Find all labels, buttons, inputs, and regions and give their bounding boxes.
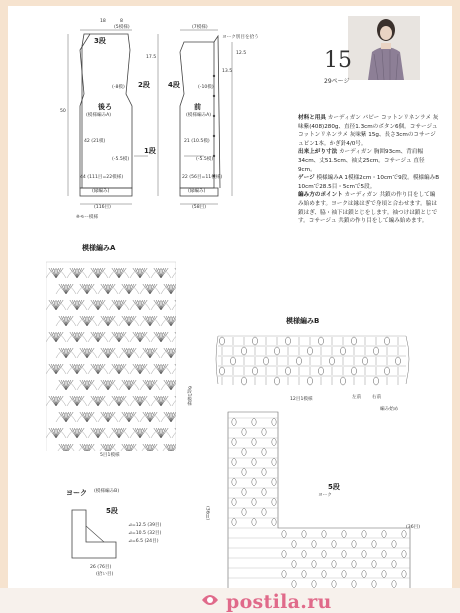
- yoke-chart-puff-mark: [352, 581, 356, 588]
- stitch-fan-mark: [151, 332, 171, 342]
- stitch-fan-mark: [88, 364, 108, 374]
- chart-b-puff-mark: [374, 347, 379, 355]
- yoke-bottom-sub: (拾い目): [96, 572, 114, 577]
- stitch-fan-mark: [67, 428, 87, 438]
- front-width-13: 13.5: [222, 69, 233, 74]
- yoke-chart-puff-mark: [342, 571, 346, 578]
- chart-b-puff-mark: [220, 337, 225, 345]
- stitch-fan-mark: [151, 300, 171, 310]
- chart-b-puff-mark: [363, 357, 368, 365]
- stitch-fan-mark: [172, 332, 176, 342]
- yoke-line-3: ⊿=6.5 (24目): [128, 539, 159, 544]
- front-hem-outer: (58目): [192, 205, 207, 210]
- yoke-chart-subtitle: ヨーク: [318, 493, 332, 498]
- yoke-chart-puff-mark: [272, 519, 276, 526]
- yoke-chart-puff-mark: [232, 519, 236, 526]
- yoke-chart-puff-mark: [252, 439, 256, 446]
- stitch-fan-mark: [46, 332, 66, 342]
- yoke-chart-puff-mark: [322, 551, 326, 558]
- chart-b-start: 編み始め: [380, 407, 399, 412]
- stitch-fan-mark: [77, 444, 97, 451]
- yoke-chart-puff-mark: [392, 541, 396, 548]
- yoke-chart-puff-mark: [272, 419, 276, 426]
- chart-b-puff-mark: [352, 337, 357, 345]
- yoke-chart-puff-mark: [342, 551, 346, 558]
- back-hem-width: 44 (111目=22模様): [80, 175, 124, 180]
- stitch-fan-mark: [140, 316, 160, 326]
- chart-b-puff-mark: [275, 377, 280, 385]
- yoke-chart-puff-mark: [242, 509, 246, 516]
- stitch-fan-mark: [130, 268, 150, 278]
- chart-b-puff-mark: [242, 347, 247, 355]
- yoke-chart-puff-mark: [272, 459, 276, 466]
- yoke-chart-diagram: [214, 408, 414, 594]
- back-top-rows: 3段: [94, 37, 106, 45]
- stitch-fan-mark: [109, 428, 129, 438]
- model-photo: [348, 16, 420, 80]
- front-row-note: (-10模): [198, 85, 214, 90]
- front-hem-sub: (縁編み): [188, 189, 206, 194]
- yoke-chart-puff-mark: [402, 551, 406, 558]
- yoke-chart-puff-mark: [312, 541, 316, 548]
- stitch-fan-mark: [109, 300, 129, 310]
- chart-b-repeat-bottom: 12目1模様: [290, 397, 313, 402]
- stitch-fan-mark: [140, 444, 160, 451]
- yoke-bottom: 26 (76目): [90, 565, 112, 570]
- yoke-line-1: ⊿=12.5 (39目): [128, 523, 162, 528]
- chart-b-title: 模様編みB: [286, 317, 320, 325]
- stitch-fan-mark: [46, 428, 66, 438]
- stitch-fan-mark: [151, 364, 171, 374]
- back-width-42: 42 (21模): [84, 139, 106, 144]
- yoke-chart-puff-mark: [262, 509, 266, 516]
- yoke-chart-puff-mark: [312, 561, 316, 568]
- points-heading: 編み方のポイント: [298, 192, 343, 199]
- stitch-fan-mark: [88, 300, 108, 310]
- yoke-chart-puff-mark: [312, 581, 316, 588]
- stitch-fan-mark: [161, 316, 176, 326]
- chart-b-puff-mark: [220, 367, 225, 375]
- yoke-chart-puff-mark: [232, 419, 236, 426]
- chart-b-puff-mark: [231, 357, 236, 365]
- yoke-chart-puff-mark: [372, 541, 376, 548]
- chart-b-puff-mark: [341, 347, 346, 355]
- stitch-fan-mark: [46, 364, 66, 374]
- back-hem-rows: 1段: [144, 147, 156, 155]
- stitch-fan-mark: [140, 348, 160, 358]
- yoke-chart-puff-mark: [282, 531, 286, 538]
- yoke-chart-puff-mark: [252, 499, 256, 506]
- stitch-fan-mark: [119, 284, 139, 294]
- stitch-fan-mark: [119, 380, 139, 390]
- yoke-chart-puff-mark: [342, 531, 346, 538]
- yoke-chart-puff-mark: [382, 551, 386, 558]
- stitch-fan-mark: [98, 412, 118, 422]
- yoke-chart-puff-mark: [292, 541, 296, 548]
- stitch-fan-mark: [98, 348, 118, 358]
- stitch-fan-mark: [98, 316, 118, 326]
- yoke-chart-puff-mark: [272, 439, 276, 446]
- stitch-fan-mark: [77, 412, 97, 422]
- size-text: カーディガン 胸囲93cm、背肩幅34cm、丈51.5cm、袖丈25cm。コサージュ 直径9cm。: [298, 149, 425, 173]
- yoke-chart-puff-mark: [232, 459, 236, 466]
- stitch-fan-mark: [130, 332, 150, 342]
- back-measure-top3: (5模様): [114, 25, 130, 30]
- yoke-chart-puff-mark: [372, 561, 376, 568]
- stitch-fan-mark: [130, 364, 150, 374]
- stitch-fan-mark: [77, 316, 97, 326]
- stitch-fan-mark: [161, 284, 176, 294]
- chart-b-puff-mark: [286, 337, 291, 345]
- stitch-fan-mark: [140, 412, 160, 422]
- back-measure-top2: 8: [120, 19, 123, 24]
- yoke-chart-puff-mark: [302, 551, 306, 558]
- stitch-fan-mark: [109, 364, 129, 374]
- yoke-chart-puff-mark: [382, 571, 386, 578]
- stitch-fan-mark: [56, 444, 76, 451]
- chart-b-puff-mark: [308, 377, 313, 385]
- front-yoke-note: ヨーク別目を拾う: [222, 35, 259, 40]
- chart-b-puff-mark: [341, 377, 346, 385]
- stitch-fan-mark: [88, 396, 108, 406]
- chart-b-puff-mark: [264, 357, 269, 365]
- stitch-fan-mark: [161, 380, 176, 390]
- stitch-fan-mark: [172, 300, 176, 310]
- chart-b-puff-mark: [330, 357, 335, 365]
- yoke-chart-puff-mark: [252, 479, 256, 486]
- back-piece-sub: (模様編みA): [86, 113, 112, 118]
- yoke-title: ヨーク: [66, 489, 87, 497]
- back-height: 50: [60, 109, 66, 114]
- page-reference: 29ページ: [324, 78, 350, 85]
- chart-b-puff-mark: [253, 367, 258, 375]
- back-hem-outer: (116目): [94, 205, 111, 210]
- stitch-fan-mark: [151, 268, 171, 278]
- yoke-chart-puff-mark: [282, 571, 286, 578]
- stitch-fan-mark: [109, 396, 129, 406]
- yoke-chart-puff-mark: [332, 581, 336, 588]
- chart-b-puff-mark: [385, 367, 390, 375]
- materials-heading: 材料と用具: [298, 115, 326, 121]
- front-side-rows: 4段: [168, 81, 180, 89]
- chart-b-edge-right: [406, 336, 409, 384]
- stitch-fan-mark: [46, 396, 66, 406]
- stitch-fan-mark: [119, 316, 139, 326]
- yoke-chart-puff-mark: [362, 571, 366, 578]
- yoke-chart-puff-mark: [382, 531, 386, 538]
- back-sub-note: (-5.5模): [112, 157, 130, 162]
- stitch-fan-mark: [161, 412, 176, 422]
- stitch-fan-mark: [88, 428, 108, 438]
- chart-a-diagram: [46, 256, 176, 451]
- postila-logo-icon: [200, 592, 220, 610]
- yoke-chart-puff-mark: [272, 499, 276, 506]
- yoke-chart-puff-mark: [252, 519, 256, 526]
- yoke-chart-puff-mark: [262, 469, 266, 476]
- chart-a-repeat: 6段1模様: [186, 386, 192, 406]
- yoke-chart-puff-mark: [402, 571, 406, 578]
- stitch-fan-mark: [98, 380, 118, 390]
- front-measure-top: (7模様): [192, 25, 208, 30]
- yoke-chart-puff-mark: [352, 541, 356, 548]
- yoke-chart-puff-mark: [332, 561, 336, 568]
- yoke-chart-puff-mark: [352, 561, 356, 568]
- chart-b-puff-mark: [319, 337, 324, 345]
- stitch-fan-mark: [46, 268, 66, 278]
- yoke-chart-puff-mark: [292, 581, 296, 588]
- yoke-title-sub: (模様編みB): [94, 489, 120, 494]
- stitch-fan-mark: [56, 412, 76, 422]
- stitch-fan-mark: [77, 284, 97, 294]
- chart-b-puff-mark: [297, 357, 302, 365]
- yoke-chart-puff-mark: [232, 439, 236, 446]
- chart-b-edge-left: [216, 336, 218, 384]
- yoke-chart-puff-mark: [302, 531, 306, 538]
- stitch-fan-mark: [130, 396, 150, 406]
- chart-b-puff-mark: [242, 377, 247, 385]
- stitch-fan-mark: [161, 348, 176, 358]
- yoke-chart-puff-mark: [242, 429, 246, 436]
- stitch-fan-mark: [172, 396, 176, 406]
- gauge-heading: ゲージ: [298, 175, 315, 182]
- yoke-chart-puff-mark: [252, 419, 256, 426]
- yoke-chart-left: (36目): [204, 506, 210, 521]
- yoke-chart-puff-mark: [372, 581, 376, 588]
- stitch-fan-mark: [56, 380, 76, 390]
- stitch-fan-mark: [130, 428, 150, 438]
- chart-b-puff-mark: [286, 367, 291, 375]
- yoke-chart-side: (36目): [406, 525, 421, 530]
- yoke-line-2: ⊿=10.5 (32目): [128, 531, 162, 536]
- chart-b-puff-mark: [352, 367, 357, 375]
- yoke-chart-puff-mark: [402, 531, 406, 538]
- yoke-chart-puff-mark: [262, 429, 266, 436]
- stitch-fan-mark: [77, 348, 97, 358]
- yoke-chart-puff-mark: [332, 541, 336, 548]
- stitch-fan-mark: [140, 284, 160, 294]
- stitch-fan-mark: [67, 332, 87, 342]
- front-piece-sub: (模様編みA): [186, 113, 212, 118]
- pattern-page: [8, 6, 452, 602]
- stitch-fan-mark: [151, 396, 171, 406]
- front-width-21: 21 (10.5模): [184, 139, 210, 144]
- chart-b-right-label: 右前: [372, 395, 382, 400]
- stitch-fan-mark: [67, 300, 87, 310]
- yoke-chart-puff-mark: [362, 531, 366, 538]
- stitch-fan-mark: [88, 332, 108, 342]
- chart-b-puff-mark: [319, 367, 324, 375]
- stitch-fan-mark: [67, 396, 87, 406]
- stitch-fan-mark: [56, 348, 76, 358]
- yoke-chart-puff-mark: [322, 531, 326, 538]
- back-side-rows: 2段: [138, 81, 150, 89]
- chart-b-puff-mark: [253, 337, 258, 345]
- stitch-fan-mark: [119, 348, 139, 358]
- stitch-fan-mark: [172, 428, 176, 438]
- yoke-chart-puff-mark: [302, 571, 306, 578]
- chart-b-puff-mark: [308, 347, 313, 355]
- yoke-chart-puff-mark: [232, 479, 236, 486]
- stitch-fan-mark: [67, 268, 87, 278]
- chart-b-puff-mark: [385, 337, 390, 345]
- materials-text: カーディガン パピー コットンリネンラメ 灰味紫(408)280g、直径1.3cmのボタン6個。コサージュ コットンリネンラメ 灰味紫 15g、長さ3cmのコサージュピン1本。かぎ針4/0号。: [298, 115, 439, 147]
- yoke-chart-puff-mark: [232, 499, 236, 506]
- yoke-chart-puff-mark: [282, 551, 286, 558]
- yoke-chart-puff-mark: [262, 449, 266, 456]
- back-12: 12.5: [236, 51, 247, 56]
- chart-b-left-label: 左前: [352, 395, 362, 400]
- stitch-fan-mark: [119, 444, 139, 451]
- yoke-chart-puff-mark: [242, 469, 246, 476]
- yoke-chart-puff-mark: [262, 489, 266, 496]
- stitch-fan-mark: [172, 268, 176, 278]
- chart-b-puff-mark: [374, 377, 379, 385]
- yoke-chart-puff-mark: [272, 479, 276, 486]
- pattern-number: 15: [324, 48, 352, 73]
- stitch-fan-mark: [98, 444, 118, 451]
- yoke-chart-puff-mark: [362, 551, 366, 558]
- stitch-fan-mark: [56, 284, 76, 294]
- yoke-chart-puff-mark: [242, 489, 246, 496]
- back-row-note: (-8模): [112, 85, 125, 90]
- back-17: 17.5: [146, 55, 157, 60]
- stitch-fan-mark: [130, 300, 150, 310]
- stitch-fan-mark: [109, 332, 129, 342]
- model-silhouette-icon: [348, 16, 420, 80]
- gauge-text: 模様編みA 1模様2cm・10cmで9段。模様編みB 10cmで28.5目・5cmで5段。: [298, 175, 440, 190]
- stitch-fan-mark: [67, 364, 87, 374]
- yoke-chart-puff-mark: [252, 459, 256, 466]
- chart-a-title: 模様編みA: [82, 244, 116, 252]
- yoke-chart-puff-mark: [392, 561, 396, 568]
- yoke-chart-puff-mark: [322, 571, 326, 578]
- back-hem-sub: (縁編み): [92, 189, 110, 194]
- stitch-fan-mark: [161, 444, 176, 451]
- points-text: カーディガン 共鎖の作り目をして編み始めます。ヨークは縁はぎで身頃と合わせます。脇は鎖はぎ、脇・袖下は鎖とじをします。袖つけは鎖とじです。コサージュ 共鎖の作り目をして編み始めます。: [298, 192, 438, 225]
- yoke-chart-puff-mark: [242, 449, 246, 456]
- front-piece-label: 前: [194, 103, 201, 111]
- stitch-fan-mark: [46, 300, 66, 310]
- yoke-chart-puff-mark: [292, 561, 296, 568]
- stitch-fan-mark: [77, 380, 97, 390]
- stitch-fan-mark: [88, 268, 108, 278]
- chart-b-puff-mark: [396, 357, 401, 365]
- stitch-fan-mark: [56, 316, 76, 326]
- chart-a-repeat-bottom: 5目1模様: [100, 453, 120, 458]
- mohair-note: ※モー模様: [76, 215, 99, 220]
- stitch-fan-mark: [98, 284, 118, 294]
- chart-b-puff-mark: [275, 347, 280, 355]
- yoke-rows: 5段: [106, 507, 118, 515]
- front-sub-note: (-5.5模): [196, 157, 214, 162]
- stitch-fan-mark: [109, 268, 129, 278]
- yoke-chart-title: 5段: [328, 483, 340, 491]
- yoke-chart-puff-mark: [392, 581, 396, 588]
- pattern-info: [298, 114, 440, 226]
- footer-brand[interactable]: postila.ru: [226, 591, 332, 613]
- stitch-fan-mark: [119, 412, 139, 422]
- size-heading: 出来上がり寸法: [298, 149, 338, 156]
- stitch-fan-mark: [172, 364, 176, 374]
- back-measure-top: 18: [100, 19, 106, 24]
- front-hem-width: 22 (56目=11模様): [182, 175, 223, 180]
- stitch-fan-mark: [140, 380, 160, 390]
- chart-b-diagram: [214, 328, 412, 390]
- stitch-fan-mark: [151, 428, 171, 438]
- back-piece-label: 後ろ: [98, 103, 112, 111]
